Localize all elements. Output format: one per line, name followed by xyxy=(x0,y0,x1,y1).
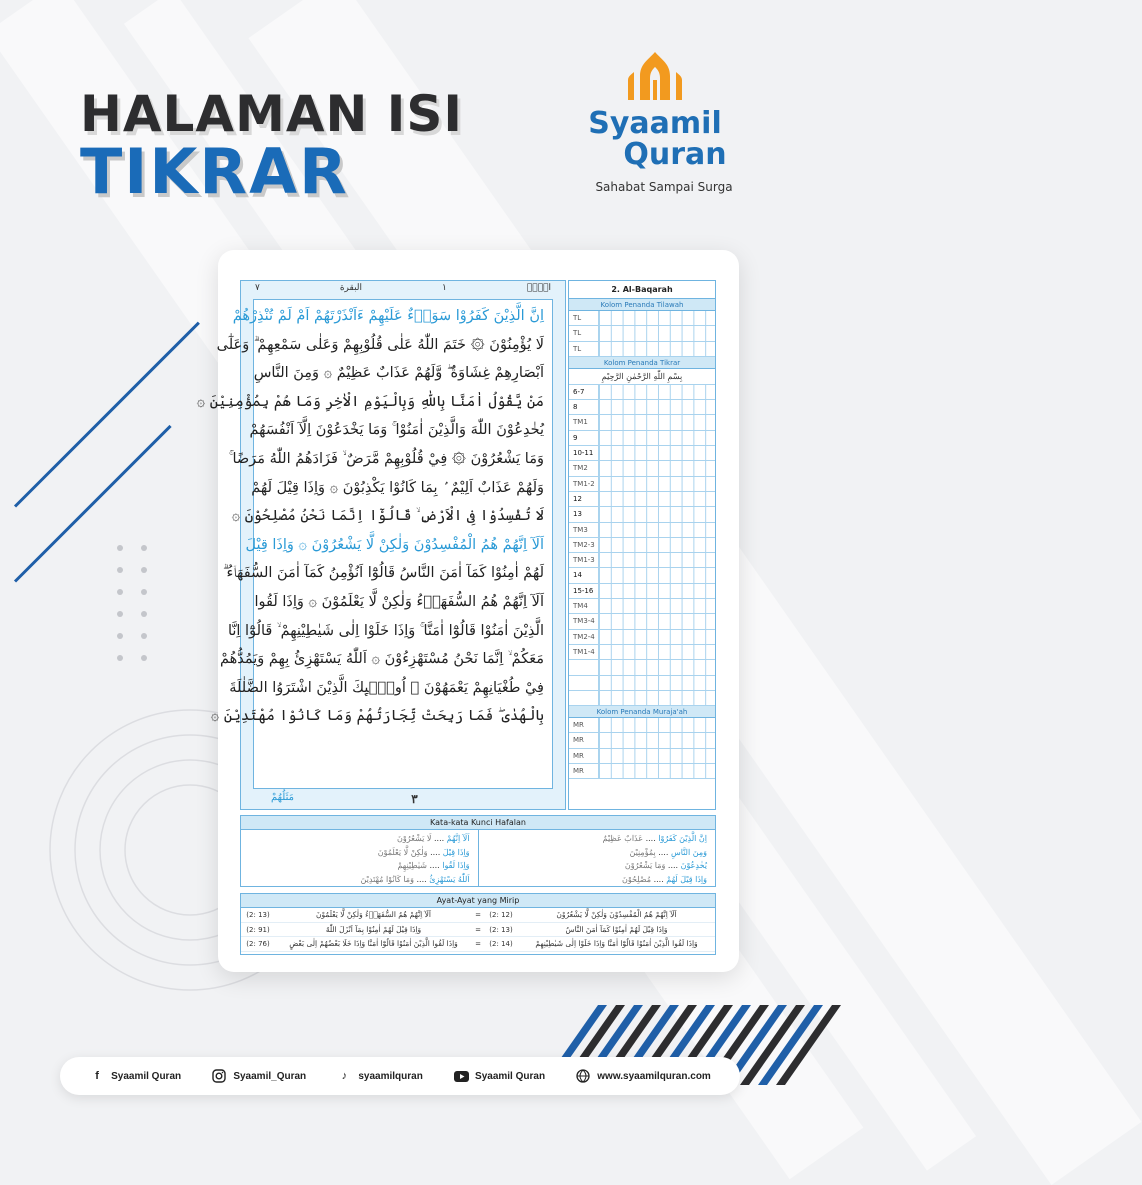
youtube-link[interactable] xyxy=(453,1068,545,1084)
marker-row xyxy=(569,385,715,400)
website-link[interactable] xyxy=(575,1068,711,1084)
marker-checkbox-grid[interactable] xyxy=(599,523,715,537)
verse-text: اَلَآ اِنَّهُمْ هُمُ السُّفَهَاۤءُ وَلٰكِنْ لَّا يَعْلَمُوْنَ xyxy=(315,910,431,919)
tilawah-header: Kolom Penanda Tilawah xyxy=(569,299,715,311)
keyword-start: وَاِذَا قِيْلَ xyxy=(442,847,470,857)
marker-checkbox-grid[interactable] xyxy=(599,431,715,445)
marker-checkbox-grid[interactable] xyxy=(599,461,715,475)
marker-row xyxy=(569,553,715,568)
marker-row-label: TM2-3 xyxy=(569,538,599,552)
marker-row-label: 9 xyxy=(569,431,599,445)
social-footer xyxy=(60,1057,740,1095)
instagram-link[interactable] xyxy=(211,1068,306,1084)
instagram-icon xyxy=(211,1068,227,1084)
quran-line: يُخٰدِعُوْنَ اللّٰهَ وَالَّذِيْنَ اٰمَنُوْا ۚ وَمَا يَخْدَعُوْنَ اِلَّآ اَنْفُسَهُمْ xyxy=(249,422,544,439)
facebook-icon: f xyxy=(95,1070,99,1082)
marker-row xyxy=(569,764,715,779)
marker-row-label: MR xyxy=(569,733,599,747)
marker-checkbox-grid[interactable] xyxy=(599,614,715,628)
keyword-entry xyxy=(487,846,708,860)
marker-row-label: 14 xyxy=(569,568,599,582)
quran-line: اِنَّ الَّذِيْنَ كَفَرُوْا سَوَاۤءٌ عَلَيْهِمْ ءَاَنْذَرْتَهُمْ اَمْ لَمْ تُنْذِرْهُمْ xyxy=(232,308,544,324)
brand-logo xyxy=(575,50,735,194)
marker-row xyxy=(569,326,715,341)
marker-row xyxy=(569,492,715,507)
marker-row-label: TM3 xyxy=(569,523,599,537)
equals-sign: = xyxy=(475,940,481,948)
marker-row-label xyxy=(569,660,599,674)
marker-row xyxy=(569,660,715,675)
marker-row-label: MR xyxy=(569,749,599,763)
marker-row-label: TM1-4 xyxy=(569,645,599,659)
surah-title: 2. Al-Baqarah xyxy=(569,281,715,299)
marker-checkbox-grid[interactable] xyxy=(599,507,715,521)
syaamil-emblem-icon xyxy=(620,50,690,102)
marker-row xyxy=(569,614,715,629)
keyword-entry xyxy=(487,832,708,846)
marker-checkbox-grid[interactable] xyxy=(599,749,715,763)
keywords-column-left xyxy=(241,830,478,886)
marker-row xyxy=(569,446,715,461)
basmala: بِسْمِ اللّٰهِ الرَّحْمٰنِ الرَّحِيْمِ xyxy=(569,369,715,385)
quran-line: الَّذِيْنَ اٰمَنُوْا قَالُوْٓا اٰمَنَّا ۚ وَاِذَا خَلَوْا اِلٰى شَيٰطِيْنِهِمْ ۙ قَالُوْٓا اِنَّا xyxy=(227,622,544,639)
quran-line: اَلَآ اِنَّهُمْ هُمُ السُّفَهَاۤءُ وَلٰكِنْ لَّا يَعْلَمُوْنَ ۞ وَاِذَا لَقُوا xyxy=(254,593,544,610)
quran-line: اَلَآ اِنَّهُمْ هُمُ الْمُفْسِدُوْنَ وَلٰكِنْ لَّا يَشْعُرُوْنَ ۞ وَاِذَا قِيْلَ xyxy=(245,536,544,553)
similar-verse-row xyxy=(241,908,715,923)
brand-name-line2: Quran xyxy=(623,137,727,172)
marker-row xyxy=(569,507,715,522)
headline-line1: HALAMAN ISI xyxy=(80,85,464,143)
keyword-end: بِمُؤْمِنِيْنَ xyxy=(629,847,656,857)
keyword-dots: .... xyxy=(658,847,669,857)
marker-row xyxy=(569,733,715,748)
marker-row-label xyxy=(569,691,599,705)
marker-checkbox-grid[interactable] xyxy=(599,599,715,613)
tiktok-label: syaamilquran xyxy=(358,1070,423,1082)
keyword-dots: .... xyxy=(433,834,445,843)
marker-row-label: 12 xyxy=(569,492,599,506)
marker-checkbox-grid[interactable] xyxy=(599,415,715,429)
header-juz-number: ١ xyxy=(442,283,447,293)
keyword-end: لَا يَشْعُرُوْنَ xyxy=(396,834,432,843)
marker-checkbox-grid[interactable] xyxy=(599,568,715,582)
keyword-start: اَلَآ اِنَّهُمْ xyxy=(446,834,470,843)
website-label: www.syaamilquran.com xyxy=(597,1070,711,1082)
keyword-end: وَلٰكِنْ لَّا يَعْلَمُوْنَ xyxy=(377,847,428,857)
marker-row xyxy=(569,584,715,599)
header-juz-name: الۤمۤ xyxy=(526,283,551,293)
brand-tagline: Sahabat Sampai Surga xyxy=(595,180,733,194)
youtube-icon xyxy=(453,1068,469,1084)
marker-checkbox-grid[interactable] xyxy=(599,492,715,506)
keyword-end: مُصْلِحُوْنَ xyxy=(621,874,652,884)
marker-row xyxy=(569,691,715,706)
quran-line: وَمَا يَشْعُرُوْنَ ۞ فِيْ قُلُوْبِهِمْ مَّرَضٌ ۙ فَزَادَهُمُ اللّٰهُ مَرَضًا ۚ xyxy=(228,450,544,467)
header-surah-name: البقرة xyxy=(339,283,363,293)
quran-line: لَا تُفْسِدُوْا فِى الْاَرْضِ ۙ قَالُوْٓا اِنَّمَا نَحْنُ مُصْلِحُوْنَ ۞ xyxy=(231,508,544,525)
equals-sign: = xyxy=(475,925,481,934)
marker-row-label: TM1-2 xyxy=(569,477,599,491)
mushaf-text-area xyxy=(196,299,553,789)
keywords-table xyxy=(240,815,716,887)
keyword-end: وَمَا يَشْعُرُوْنَ xyxy=(624,861,666,870)
facebook-label: Syaamil Quran xyxy=(111,1070,182,1082)
marker-checkbox-grid[interactable] xyxy=(599,691,715,705)
mushaf-page xyxy=(196,280,566,810)
decorative-stripes xyxy=(570,1015,800,1060)
decorative-line xyxy=(14,322,200,508)
youtube-label: Syaamil Quran xyxy=(475,1070,546,1082)
marker-checkbox-grid[interactable] xyxy=(599,718,715,732)
marker-checkbox-grid[interactable] xyxy=(599,326,715,340)
quran-line: مَعَكُمْ ۙ اِنَّمَا نَحْنُ مُسْتَهْزِءُوْنَ ۞ اَللّٰهُ يَسْتَهْزِئُ بِهِمْ وَيَمُدُّهُمْ xyxy=(219,651,544,668)
mushaf-footer xyxy=(271,792,535,807)
keywords-header: Kata-kata Kunci Hafalan xyxy=(241,816,715,830)
marker-checkbox-grid[interactable] xyxy=(599,400,715,414)
mushaf-header xyxy=(255,283,551,297)
marker-checkbox-grid[interactable] xyxy=(599,553,715,567)
equals-sign: = xyxy=(475,911,481,919)
keyword-entry xyxy=(249,832,470,846)
marker-row-label: TM2 xyxy=(569,461,599,475)
marker-row-label: MR xyxy=(569,718,599,732)
keywords-column-right xyxy=(478,830,716,886)
verse-ref: (2: 76) xyxy=(246,940,270,948)
marker-checkbox-grid[interactable] xyxy=(599,446,715,460)
marker-checkbox-grid[interactable] xyxy=(599,645,715,659)
quran-line: فِيْ طُغْيَانِهِمْ يَعْمَهُوْنَ ۞ اُولٰۤىِٕكَ الَّذِيْنَ اشْتَرَوُا الضَّلٰلَةَ xyxy=(229,679,544,696)
marker-checkbox-grid[interactable] xyxy=(599,584,715,598)
keyword-end: وَمَا كَانُوْا مُهْتَدِيْنَ xyxy=(360,874,414,884)
keyword-start: يُخٰدِعُوْنَ xyxy=(680,861,707,870)
marker-row xyxy=(569,749,715,764)
headline xyxy=(80,85,463,208)
keyword-dots: .... xyxy=(667,861,679,870)
marker-row xyxy=(569,538,715,553)
keyword-entry xyxy=(249,859,470,873)
keyword-start: اِنَّ الَّذِيْنَ كَفَرُوْا xyxy=(658,834,707,843)
marker-row-label: 6-7 xyxy=(569,385,599,399)
marker-row-label: 13 xyxy=(569,507,599,521)
marker-row-label: TM2-4 xyxy=(569,630,599,644)
verse-text: وَاِذَا لَقُوا الَّذِيْنَ اٰمَنُوْا قَالُوْٓا اٰمَنَّا وَاِذَا خَلَوْا اِلٰى شَيٰطِيْنِهِمْ xyxy=(535,939,698,948)
similar-verses-header: Ayat-Ayat yang Mirip xyxy=(241,894,715,908)
keyword-start: اَللّٰهُ يَسْتَهْزِئُ xyxy=(429,874,470,884)
marker-row-label: TL xyxy=(569,326,599,340)
verse-text: اَلَآ اِنَّهُمْ هُمُ الْمُفْسِدُوْنَ وَلٰكِنْ لَّا يَشْعُرُوْنَ xyxy=(556,910,677,919)
keyword-dots: .... xyxy=(645,834,656,843)
keyword-dots: .... xyxy=(416,874,427,884)
marker-checkbox-grid[interactable] xyxy=(599,538,715,552)
marker-checkbox-grid[interactable] xyxy=(599,342,715,356)
marker-checkbox-grid[interactable] xyxy=(599,311,715,325)
keyword-dots: .... xyxy=(429,861,440,870)
verse-ref: (2: 12) xyxy=(489,911,513,919)
keyword-end: عَذَابٌ عَظِيْمٌ xyxy=(602,834,644,843)
marker-row xyxy=(569,645,715,660)
marker-checkbox-grid[interactable] xyxy=(599,764,715,778)
marker-row-label: 10-11 xyxy=(569,446,599,460)
marker-checkbox-grid[interactable] xyxy=(599,676,715,690)
keyword-dots: .... xyxy=(430,847,441,857)
verse-ref: (2: 14) xyxy=(489,940,513,948)
keyword-start: وَاِذَا قِيْلَ لَهُمْ xyxy=(666,874,707,884)
marker-checkbox-grid[interactable] xyxy=(599,733,715,747)
similar-verse-row xyxy=(241,923,715,938)
similar-verse-row xyxy=(241,937,715,952)
verse-ref: (2: 13) xyxy=(246,911,270,919)
marker-row xyxy=(569,415,715,430)
quran-line: لَهُمْ اٰمِنُوْا كَمَآ اٰمَنَ النَّاسُ قَالُوْٓا اَنُؤْمِنُ كَمَآ اٰمَنَ السُّفَهَاۤءُ ۗ xyxy=(222,565,544,582)
keyword-dots: .... xyxy=(653,874,664,884)
marker-row xyxy=(569,400,715,415)
marker-row xyxy=(569,718,715,733)
header-ayah-number: ٧ xyxy=(255,283,260,293)
marker-row-label: TL xyxy=(569,311,599,325)
marker-row xyxy=(569,342,715,357)
marker-row xyxy=(569,630,715,645)
marker-row xyxy=(569,461,715,476)
marker-row xyxy=(569,599,715,614)
page-number: ٣ xyxy=(411,792,418,806)
marker-row-label: MR xyxy=(569,764,599,778)
marker-row-label: TM1-3 xyxy=(569,553,599,567)
marker-row-label: 15-16 xyxy=(569,584,599,598)
quran-line: وَلَهُمْ عَذَابٌ اَلِيْمٌ ۢ بِمَا كَانُوْا يَكْذِبُوْنَ ۞ وَاِذَا قِيْلَ لَهُمْ xyxy=(251,479,544,496)
marker-checkbox-grid[interactable] xyxy=(599,630,715,644)
keyword-entry xyxy=(487,873,708,887)
marker-row-label xyxy=(569,676,599,690)
footer-catchword: مَثَلُهُمْ xyxy=(271,792,294,803)
tikrar-header: Kolom Penanda Tikrar xyxy=(569,357,715,369)
marker-checkbox-grid[interactable] xyxy=(599,660,715,674)
verse-ref: (2: 13) xyxy=(489,925,513,934)
marker-row xyxy=(569,568,715,583)
tiktok-icon: ♪ xyxy=(341,1070,348,1082)
keyword-end: شَيٰطِيْنِهِمْ xyxy=(397,861,427,870)
marker-row xyxy=(569,523,715,538)
brand-name-line1: Syaamil xyxy=(588,106,722,141)
keyword-entry xyxy=(249,873,470,887)
quran-line: لَا يُؤْمِنُوْنَ ۞ خَتَمَ اللّٰهُ عَلٰى قُلُوْبِهِمْ وَعَلٰى سَمْعِهِمْ ۗ وَعَلٰٓى xyxy=(216,336,544,353)
decorative-line xyxy=(14,425,172,583)
quran-line: اَبْصَارِهِمْ غِشَاوَةٌ ۖ وَّلَهُمْ عَذَابٌ عَظِيْمٌ ۞ وَمِنَ النَّاسِ xyxy=(253,365,544,382)
marker-row xyxy=(569,676,715,691)
marker-row-label: TL xyxy=(569,342,599,356)
verse-ref: (2: 91) xyxy=(246,925,270,934)
facebook-link[interactable] xyxy=(89,1068,181,1084)
similar-verses-table xyxy=(240,893,716,955)
headline-line2: TIKRAR xyxy=(80,135,349,208)
globe-icon xyxy=(575,1068,591,1084)
tiktok-link[interactable] xyxy=(336,1068,422,1084)
keyword-entry xyxy=(487,859,708,873)
verse-text: وَاِذَا لَقُوا الَّذِيْنَ اٰمَنُوْا قَالُوْٓا اٰمَنَّا وَاِذَا خَلَا بَعْضُهُمْ اِلٰى بَعْضٍ xyxy=(289,939,458,948)
keyword-start: وَمِنَ النَّاسِ xyxy=(670,847,707,857)
keyword-entry xyxy=(249,846,470,860)
marker-row-label: 8 xyxy=(569,400,599,414)
quran-line: مَنْ يَّقُوْلُ اٰمَنَّا بِاللّٰهِ وَبِالْيَوْمِ الْاٰخِرِ وَمَا هُمْ بِمُؤْمِنِيْنَ ۞ xyxy=(196,393,544,410)
marker-checkbox-grid[interactable] xyxy=(599,385,715,399)
keyword-start: وَاِذَا لَقُوا xyxy=(442,861,470,870)
verse-text: وَاِذَا قِيْلَ لَهُمْ اٰمِنُوْا كَمَآ اٰمَنَ النَّاسُ xyxy=(565,924,668,934)
marker-checkbox-grid[interactable] xyxy=(599,477,715,491)
instagram-label: Syaamil_Quran xyxy=(233,1070,307,1082)
verse-text: وَاِذَا قِيْلَ لَهُمْ اٰمِنُوْا بِمَآ اَنْزَلَ اللّٰهُ xyxy=(325,924,422,934)
marker-row xyxy=(569,477,715,492)
marker-row xyxy=(569,311,715,326)
murajaah-header: Kolom Penanda Muraja'ah xyxy=(569,706,715,718)
marker-row-label: TM4 xyxy=(569,599,599,613)
marker-row xyxy=(569,431,715,446)
quran-line: بِالْهُدٰى ۖ فَمَا رَبِحَتْ تِّجَارَتُهُمْ وَمَا كَانُوْا مُهْتَدِيْنَ ۞ xyxy=(210,708,544,725)
marker-row-label: TM1 xyxy=(569,415,599,429)
marker-row-label: TM3-4 xyxy=(569,614,599,628)
marker-panel xyxy=(568,280,716,810)
